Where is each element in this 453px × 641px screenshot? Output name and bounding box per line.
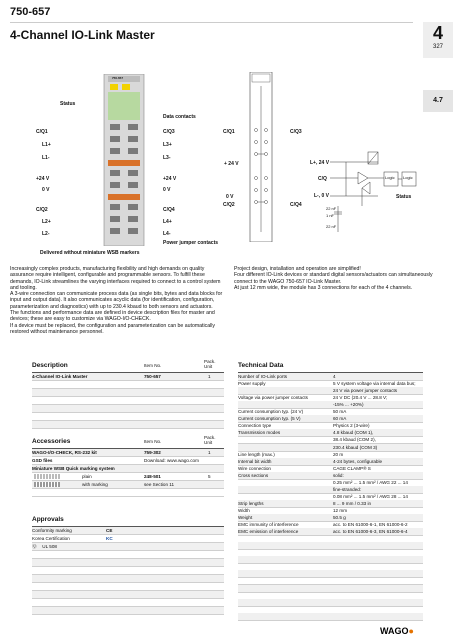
table-row bbox=[32, 397, 224, 405]
ul-mark-icon: Ⓠ bbox=[32, 544, 37, 549]
tech-value: 0.25 mm² ... 1.5 mm² / AWG 22 ... 14 bbox=[333, 479, 408, 485]
tech-value: 230.4 kbaud (COM 3) bbox=[333, 444, 378, 450]
section-tab bbox=[423, 22, 453, 58]
header-divider bbox=[10, 22, 413, 23]
left-label-l1p: L1+ bbox=[42, 142, 51, 148]
description-pack: 1 bbox=[208, 374, 211, 379]
table-row bbox=[32, 527, 224, 535]
approval-name: Korea Certification bbox=[32, 536, 70, 541]
accessories-table bbox=[32, 436, 224, 506]
right-label-l4p: L4+ bbox=[163, 219, 172, 225]
tech-value: 24 V via power jumper contacts bbox=[333, 388, 398, 394]
tech-value: CAGE CLAMP® S bbox=[333, 465, 371, 471]
circuit-logic: Logic bbox=[385, 175, 395, 180]
accessory-item: see Section 11 bbox=[144, 482, 175, 487]
intro-paragraph: If a device must be replaced, the configuration and parameterization can be automatically restored without maintenance personnel. bbox=[10, 322, 216, 335]
intro-paragraph: The functions and performance data are defined in device description files for master and devices; these are easy to customize via WAGO-I/O-CHECK. bbox=[10, 310, 215, 323]
tech-value: 38.4 kbaud (COM 2), bbox=[333, 437, 376, 443]
tech-value: -15% ... +20%) bbox=[333, 402, 364, 408]
tech-key: Voltage via power jumper contacts bbox=[238, 395, 308, 401]
approval-name: Conformity marking bbox=[32, 528, 72, 533]
schematic-cq3: C/Q3 bbox=[290, 129, 302, 135]
right-label-0v: 0 V bbox=[163, 187, 171, 193]
table-row bbox=[238, 613, 423, 621]
tech-key: Power supply bbox=[238, 381, 266, 387]
data-contacts-label: Data contacts bbox=[163, 114, 196, 120]
tech-value: 24 V DC (20.4 V ... 28.8 V; bbox=[333, 395, 388, 401]
table-row bbox=[32, 449, 224, 457]
table-row bbox=[32, 575, 224, 583]
tech-value: 4 bbox=[333, 374, 336, 379]
tech-value: acc. to EN 61000-6-1, EN 61000-6-2 bbox=[333, 522, 408, 528]
ce-mark-icon: CE bbox=[106, 528, 113, 533]
intro-paragraph: At just 12 mm wide, the module has 3 connections for each of the 4 channels. bbox=[234, 284, 413, 291]
kc-mark-icon: KC bbox=[106, 536, 113, 541]
schematic-cq1: C/Q1 bbox=[223, 129, 235, 135]
intro-text-right bbox=[234, 266, 434, 291]
table-row bbox=[32, 543, 224, 551]
tech-value: 50.5 g bbox=[333, 515, 346, 520]
accessory-desc: WAGO-I/O-CHECK, RS-232 kit bbox=[32, 450, 97, 455]
tech-key: Strip lengths bbox=[238, 500, 264, 506]
left-label-0v: 0 V bbox=[42, 187, 50, 193]
description-col-pack: Pack. Unit bbox=[204, 359, 216, 369]
table-row bbox=[32, 489, 224, 497]
table-row bbox=[32, 413, 224, 421]
tech-value: 20 m bbox=[333, 451, 344, 457]
technical-heading: Technical Data bbox=[238, 362, 284, 369]
circuit-l-0v: L-, 0 V bbox=[314, 193, 330, 199]
left-label-l1m: L1- bbox=[42, 155, 50, 161]
table-row bbox=[32, 591, 224, 599]
page-title: 4-Channel IO-Link Master bbox=[10, 28, 155, 42]
description-heading: Description bbox=[32, 362, 68, 369]
accessory-desc: plain bbox=[82, 474, 92, 479]
intro-text bbox=[10, 266, 225, 335]
schematic-24v: + 24 V bbox=[224, 161, 239, 167]
wiring-schematic bbox=[230, 72, 290, 242]
accessories-col-pack: Pack. Unit bbox=[204, 435, 216, 445]
wago-brand: WAGO bbox=[380, 626, 409, 636]
circuit-cq: C/Q bbox=[318, 176, 327, 182]
table-row bbox=[32, 481, 224, 489]
circuit-diagram bbox=[318, 146, 418, 236]
product-number: 750-657 bbox=[10, 6, 51, 18]
table-row bbox=[32, 559, 224, 567]
tech-key: Current consumption typ. (5 V) bbox=[238, 416, 301, 422]
accessory-desc: with marking bbox=[82, 482, 108, 487]
table-row bbox=[32, 607, 224, 615]
table-row bbox=[32, 599, 224, 607]
tech-key: Transmission modes bbox=[238, 430, 281, 436]
description-col-item: Item No. bbox=[144, 363, 162, 368]
left-label-l2m: L2- bbox=[42, 231, 50, 237]
left-label-cq1: C/Q1 bbox=[36, 129, 48, 135]
circuit-22nf-2: 22 nF bbox=[326, 224, 337, 229]
accessory-desc: GSD files bbox=[32, 458, 53, 463]
wsb-marker-marked-icon bbox=[34, 482, 60, 487]
table-row bbox=[32, 583, 224, 591]
table-row bbox=[32, 389, 224, 397]
schematic-cq4: C/Q4 bbox=[290, 202, 302, 208]
tech-key: Wire connection bbox=[238, 465, 271, 471]
tech-value: 12 mm bbox=[333, 507, 348, 513]
right-label-l3m: L3- bbox=[163, 155, 171, 161]
tech-key: Line length (max.) bbox=[238, 451, 275, 457]
circuit-l-24v: L+, 24 V bbox=[310, 160, 330, 166]
right-label-l4m: L4- bbox=[163, 231, 171, 237]
table-row bbox=[32, 405, 224, 413]
circuit-1nf: 1 nF bbox=[326, 213, 335, 218]
tech-value: 0.08 mm² ... 1.5 mm² / AWG 28 ... 14 bbox=[333, 493, 408, 499]
accessory-pack: 1 bbox=[208, 450, 211, 455]
left-label-cq2: C/Q2 bbox=[36, 207, 48, 213]
delivery-caption: Delivered without miniature WSB markers bbox=[40, 250, 140, 256]
schematic-cq2: C/Q2 bbox=[223, 202, 235, 208]
wiring-schematic-drawing bbox=[230, 72, 290, 242]
circuit-drawing bbox=[318, 146, 418, 236]
accessories-heading: Accessories bbox=[32, 438, 71, 445]
circuit-logic-2: Logic bbox=[403, 175, 413, 180]
accessory-desc: Miniature WSB Quick marking system bbox=[32, 466, 115, 471]
intro-paragraph: Four different IO-Link devices or standard digital sensors/actuators can simultaneously connect to the WAGO 750-657 IO-Link Master. bbox=[234, 272, 433, 285]
tech-key: EMC immunity of interference bbox=[238, 522, 299, 528]
module-drawing bbox=[98, 74, 150, 246]
table-row bbox=[32, 465, 224, 473]
tech-value: 5 V system voltage via internal data bus; bbox=[333, 381, 416, 387]
table-row bbox=[32, 567, 224, 575]
tech-value: 60 mA bbox=[333, 416, 347, 422]
table-row bbox=[32, 381, 224, 389]
circuit-22nf: 22 nF bbox=[326, 206, 337, 211]
intro-paragraph: Project design, installation and operation are simplified! bbox=[234, 266, 361, 272]
approvals-heading: Approvals bbox=[32, 516, 64, 523]
logo-mark-icon: ● bbox=[408, 626, 414, 636]
tech-value: solid: bbox=[333, 472, 344, 478]
tech-value: fine-stranded: bbox=[333, 486, 362, 492]
table-row bbox=[32, 551, 224, 559]
approvals-table bbox=[32, 514, 224, 614]
tech-value: Physics 2 (3-wire) bbox=[333, 423, 370, 429]
table-row bbox=[32, 457, 224, 465]
tech-value: acc. to EN 61000-6-3, EN 61000-6-4 bbox=[333, 529, 408, 535]
approval-name: UL 508 bbox=[42, 544, 57, 549]
accessory-item: 759-302 bbox=[144, 450, 161, 455]
description-desc: 4-Channel IO-Link Master bbox=[32, 374, 88, 379]
table-row bbox=[32, 421, 224, 429]
description-item: 750-657 bbox=[144, 374, 161, 379]
table-row bbox=[32, 535, 224, 543]
tech-value: 8 ... 9 mm / 0.33 in bbox=[333, 500, 372, 506]
tech-key: Cross sections bbox=[238, 472, 269, 478]
module-illustration bbox=[98, 74, 150, 246]
status-label: Status bbox=[60, 101, 76, 107]
technical-data-table bbox=[238, 360, 423, 618]
tech-value: 50 mA bbox=[333, 409, 347, 415]
module-top-label: 750-657 bbox=[112, 76, 124, 80]
tech-value: 4.8 kbaud (COM 1), bbox=[333, 430, 374, 436]
table-row bbox=[32, 373, 224, 381]
tech-key: EMC emission of interference bbox=[238, 529, 299, 535]
wsb-marker-plain-icon bbox=[34, 474, 60, 479]
right-label-cq3: C/Q3 bbox=[163, 129, 175, 135]
accessory-pack: 5 bbox=[208, 474, 211, 479]
right-label-l3p: L3+ bbox=[163, 142, 172, 148]
tech-key: Connection type bbox=[238, 423, 272, 429]
section-tab-page: 327 bbox=[432, 44, 443, 50]
intro-paragraph: Increasingly complex products, manufacturing flexibility and high demands on quality assurance require intelligent, configurable and programmable sensors. To fulfill these demands, IO-Link streamlines the varying interfaces required to connect to a control system and tooling. bbox=[10, 266, 221, 291]
schematic-0v: 0 V bbox=[226, 194, 234, 200]
tech-key: Weight bbox=[238, 515, 253, 520]
right-label-cq4: C/Q4 bbox=[163, 207, 175, 213]
power-jumper-label: Power jumper contacts bbox=[163, 240, 219, 246]
wago-logo bbox=[380, 626, 414, 636]
description-table bbox=[32, 360, 224, 430]
tech-key: Current consumption typ. (24 V) bbox=[238, 409, 304, 415]
tech-key: Width bbox=[238, 507, 250, 513]
left-label-l2p: L2+ bbox=[42, 219, 51, 225]
accessory-item: Download: www.wago.com bbox=[144, 458, 199, 463]
tech-value: 4-24 bytes, configurable bbox=[333, 458, 383, 464]
tech-key: Internal bit width bbox=[238, 458, 272, 464]
subsection-tab: 4.7 bbox=[423, 90, 453, 112]
intro-paragraph: A 3-wire connection can communicate process data (as single bits, bytes and data blocks for input and output data). It also communicates acyclic data (for identification, configuration, parameterization and diagnostics) with up to 230.4 kbaud to both sensors and actuators. bbox=[10, 291, 223, 310]
section-tab-number: 4 bbox=[432, 23, 443, 43]
right-label-24v: +24 V bbox=[163, 176, 177, 182]
table-row bbox=[32, 473, 224, 481]
tech-key: Number of IO-Link ports bbox=[238, 374, 288, 379]
accessories-col-item: Item No. bbox=[144, 439, 162, 444]
left-label-24v: +24 V bbox=[36, 176, 50, 182]
circuit-status: Status bbox=[396, 194, 412, 200]
accessory-item: 248-501 bbox=[144, 474, 161, 479]
